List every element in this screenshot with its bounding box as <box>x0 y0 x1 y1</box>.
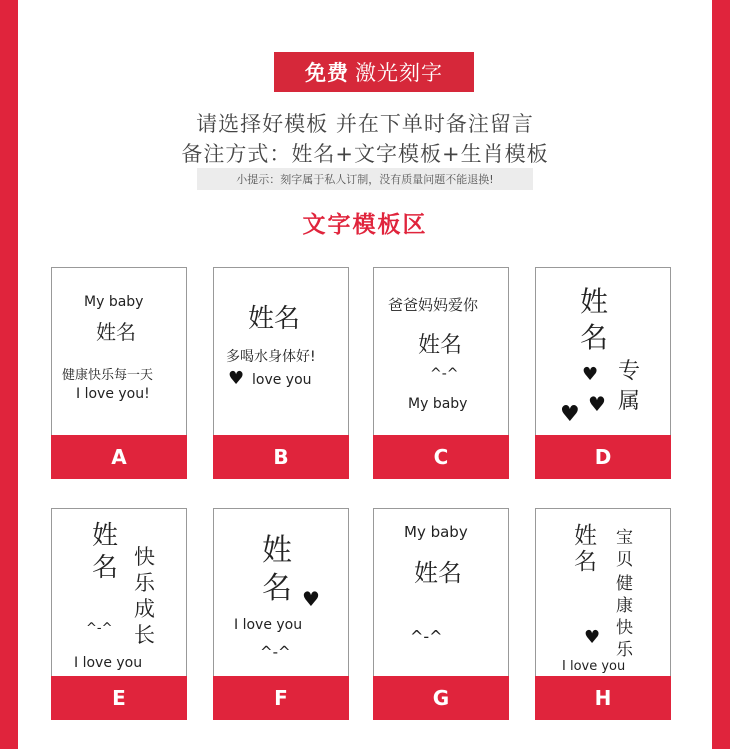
template-card-b[interactable] <box>213 267 349 479</box>
card-c-name: 姓名 <box>418 333 463 358</box>
template-card-h[interactable] <box>535 508 671 720</box>
card-g-label: G <box>373 676 509 720</box>
card-f-label: F <box>213 676 349 720</box>
instruction-line-2: 备注方式：姓名+文字模板+生肖模板 <box>181 142 549 166</box>
card-e-face: ^-^ <box>86 621 113 636</box>
card-c-label: C <box>373 435 509 479</box>
template-card-d[interactable] <box>535 267 671 479</box>
card-b-line2: 多喝水身体好! <box>226 349 316 365</box>
free-engraving-tag <box>274 52 474 92</box>
heart-icon: ♥ <box>588 392 606 416</box>
card-f-line: I love you <box>234 617 303 633</box>
card-h-w4: 康 <box>616 596 633 616</box>
card-h-w2: 贝 <box>616 550 633 570</box>
card-b-name: 姓名 <box>248 304 301 334</box>
template-card-c[interactable] <box>373 267 509 479</box>
card-e-w1: 快 <box>134 545 155 569</box>
heart-icon: ♥ <box>582 364 599 385</box>
card-h-w3: 健 <box>616 574 633 594</box>
card-a-line3: 健康快乐每一天 <box>62 368 154 383</box>
card-d-name1: 姓 <box>580 285 609 318</box>
card-e-label: E <box>51 676 187 720</box>
heart-icon: ♥ <box>228 368 245 389</box>
card-h-label: H <box>535 676 671 720</box>
card-a-line1: My baby <box>84 294 144 310</box>
card-d-label: D <box>535 435 671 479</box>
card-e-w4: 长 <box>134 623 155 647</box>
card-c-line1: 爸爸妈妈爱你 <box>388 296 479 314</box>
card-d-word2: 属 <box>618 389 641 414</box>
card-a-label: A <box>51 435 187 479</box>
template-card-g[interactable] <box>373 508 509 720</box>
card-c-face: ^-^ <box>430 366 459 382</box>
card-h-w1: 宝 <box>616 528 633 548</box>
template-card-a[interactable] <box>51 267 187 479</box>
card-a-name: 姓名 <box>96 320 136 344</box>
card-h-line: I love you <box>562 659 626 674</box>
card-g-name: 姓名 <box>414 559 462 587</box>
engraving-label: 激光刻字 <box>355 61 443 85</box>
card-e-name1: 姓 <box>92 521 119 551</box>
tip-text: 小提示：刻字属于私人订制，没有质量问题不能退换! <box>197 168 533 190</box>
heart-icon: ♥ <box>560 402 580 427</box>
card-h-w5: 快 <box>616 618 633 638</box>
free-label: 免费 <box>305 61 349 85</box>
card-d-name2: 名 <box>580 321 609 354</box>
template-card-e[interactable] <box>51 508 187 720</box>
card-e-name2: 名 <box>92 553 119 583</box>
card-h-name1: 姓 <box>574 523 597 549</box>
card-c-line4: My baby <box>408 396 468 412</box>
card-b-label: B <box>213 435 349 479</box>
template-card-f[interactable] <box>213 508 349 720</box>
section-title: 文字模板区 <box>302 212 428 238</box>
card-h-w6: 乐 <box>616 640 633 660</box>
card-b-line3: love you <box>252 372 312 388</box>
card-f-name1: 姓 <box>262 533 292 568</box>
heart-icon: ♥ <box>584 627 601 648</box>
card-f-name2: 名 <box>262 571 292 606</box>
card-e-line: I love you <box>74 655 143 671</box>
card-e-w3: 成 <box>134 597 155 621</box>
card-f-face: ^-^ <box>260 643 291 661</box>
card-h-name2: 名 <box>574 549 597 575</box>
heart-icon: ♥ <box>302 587 320 611</box>
card-a-line4: I love you! <box>76 386 150 402</box>
card-e-w2: 乐 <box>134 571 155 595</box>
card-g-line1: My baby <box>404 523 468 541</box>
instruction-line-1: 请选择好模板 并在下单时备注留言 <box>196 112 534 136</box>
card-d-word1: 专 <box>618 359 641 384</box>
card-g-face: ^-^ <box>410 627 443 646</box>
